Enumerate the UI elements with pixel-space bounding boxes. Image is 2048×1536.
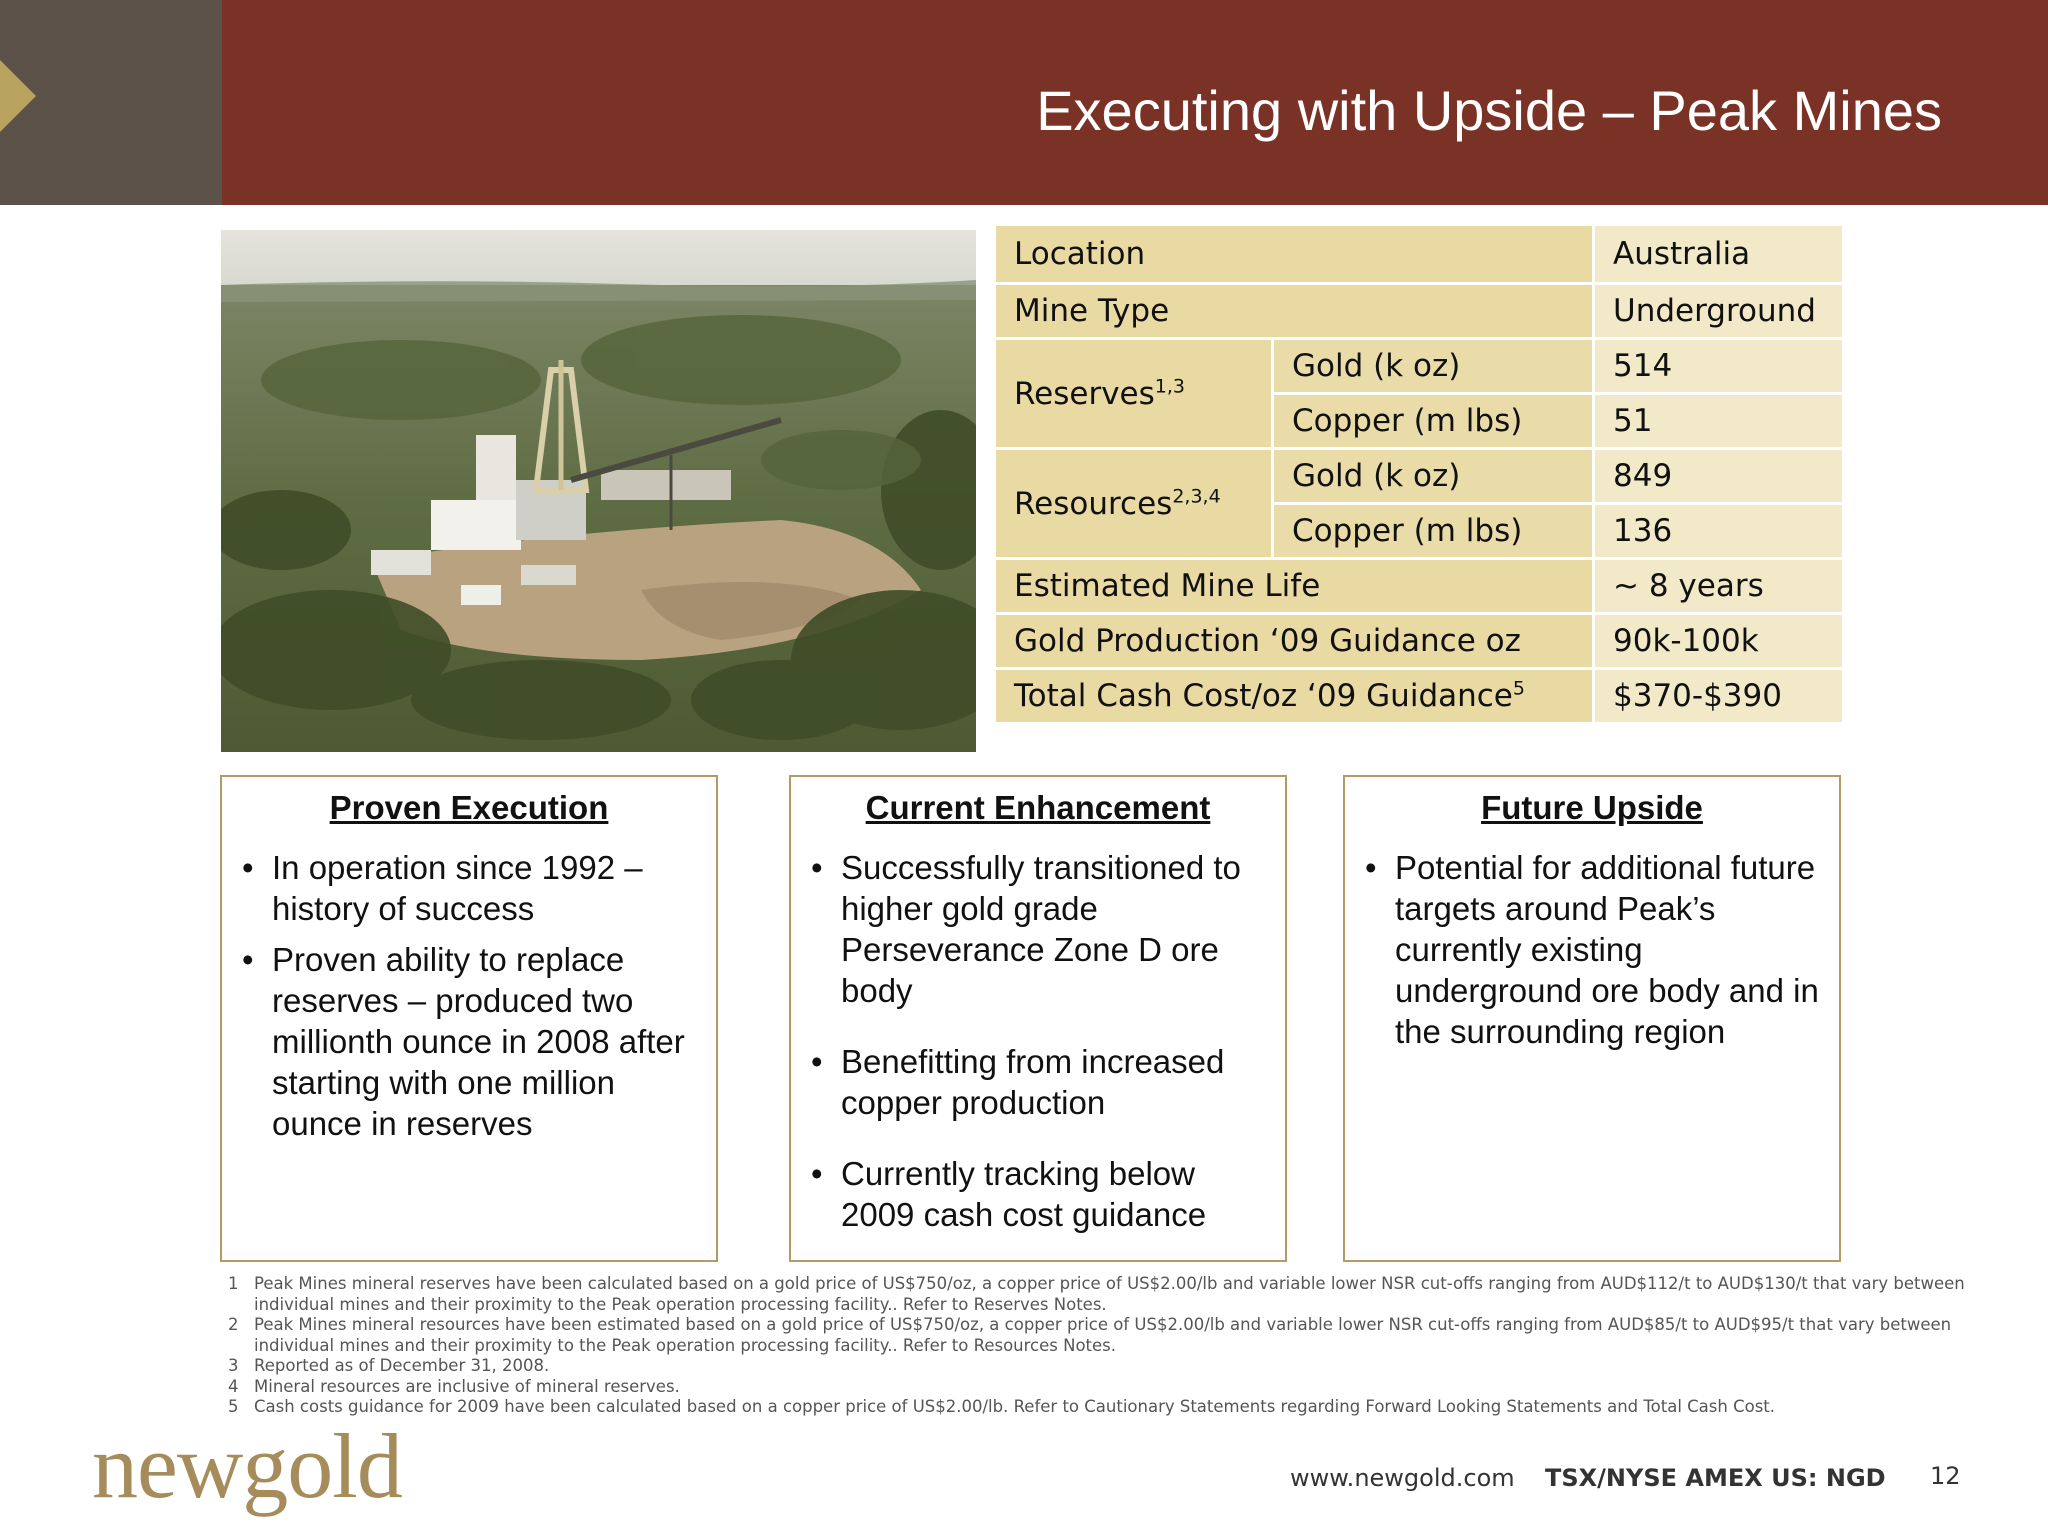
current-enhancement-box xyxy=(789,775,1287,1262)
reserves-copper-value: 51 xyxy=(1594,394,1844,449)
reserves-gold-value: 514 xyxy=(1594,339,1844,394)
footnote-number: 2 xyxy=(228,1315,239,1334)
list-item: • Successfully transitioned to higher gold grade Perseverance Zone D ore body xyxy=(811,847,1267,1011)
footnote-number: 1 xyxy=(228,1274,239,1293)
footnote xyxy=(228,1315,1988,1356)
list-item: • Currently tracking below 2009 cash cost guidance xyxy=(811,1153,1267,1235)
footnote-number: 5 xyxy=(228,1397,239,1416)
table-row xyxy=(995,614,1844,669)
footnote-number: 4 xyxy=(228,1376,239,1396)
arrow-icon xyxy=(0,60,36,132)
resources-label-text: Resources xyxy=(1014,485,1173,522)
table-row xyxy=(995,225,1844,284)
logo-text: newgold xyxy=(92,1415,402,1517)
mine-info-table xyxy=(993,223,1845,725)
resources-copper-label: Copper (m lbs) xyxy=(1273,504,1594,559)
footnote xyxy=(228,1377,1988,1398)
page-number: 12 xyxy=(1930,1462,1961,1490)
table-row xyxy=(995,559,1844,614)
resources-superscript: 2,3,4 xyxy=(1172,485,1221,508)
footnote-number: 3 xyxy=(228,1356,239,1375)
mine-life-label: Estimated Mine Life xyxy=(995,559,1594,614)
cash-cost-superscript: 5 xyxy=(1512,677,1525,700)
mine-site-photo xyxy=(221,230,976,752)
future-upside-box xyxy=(1343,775,1841,1262)
box-title: Future Upside xyxy=(1481,789,1703,826)
reserves-label-text: Reserves xyxy=(1014,375,1155,412)
list-item: • In operation since 1992 – history of success xyxy=(242,847,698,929)
footnote xyxy=(228,1397,1988,1418)
footnote-text: Cash costs guidance for 2009 have been calculated based on a copper price of US$2.00/lb. Refer to Cautionary Statements regarding Forward Looking Statements and Total Cash Cost. xyxy=(254,1397,1776,1416)
box-title: Proven Execution xyxy=(329,789,609,826)
table-row xyxy=(995,449,1844,504)
slide-title: Executing with Upside – Peak Mines xyxy=(1036,79,1942,142)
footnote-text: Peak Mines mineral resources have been estimated based on a gold price of US$750/oz, a copper price of US$2.00/lb and variable lower NSR cut-offs ranging from AUD$85/t to AUD$95/t that vary between individual mines and their proximity to the Peak operation processing facility.. Refer to Resources Notes. xyxy=(254,1315,1952,1355)
reserves-copper-label: Copper (m lbs) xyxy=(1273,394,1594,449)
footnote xyxy=(228,1356,1988,1377)
location-value: Australia xyxy=(1594,225,1844,284)
newgold-logo xyxy=(92,1413,402,1519)
mine-type-value: Underground xyxy=(1594,284,1844,339)
bullet-list xyxy=(222,847,716,1144)
footnote-text: Peak Mines mineral reserves have been calculated based on a gold price of US$750/oz, a copper price of US$2.00/lb and variable lower NSR cut-offs ranging from AUD$112/t to AUD$130/t that vary between individual mines and their proximity to the Peak operation processing facility.. Refer to Reserves Notes. xyxy=(254,1274,1965,1314)
location-label: Location xyxy=(995,225,1594,284)
mine-type-label: Mine Type xyxy=(995,284,1594,339)
footer-url[interactable]: www.newgold.com xyxy=(1290,1464,1515,1492)
cash-cost-value: $370-$390 xyxy=(1594,669,1844,724)
table-row xyxy=(995,669,1844,724)
footnotes xyxy=(228,1274,1988,1418)
list-item: • Potential for additional future targets around Peak’s currently existing underground ore body and in the surrounding region xyxy=(1365,847,1821,1052)
table-row xyxy=(995,339,1844,394)
mine-life-value: ~ 8 years xyxy=(1594,559,1844,614)
resources-gold-value: 849 xyxy=(1594,449,1844,504)
cash-cost-label-text: Total Cash Cost/oz ‘09 Guidance xyxy=(1014,678,1513,714)
resources-label xyxy=(995,449,1273,559)
footnote-text: Reported as of December 31, 2008. xyxy=(254,1356,550,1375)
footer-ticker: TSX/NYSE AMEX US: NGD xyxy=(1545,1464,1886,1492)
reserves-gold-label: Gold (k oz) xyxy=(1273,339,1594,394)
bullet-list xyxy=(1345,847,1839,1052)
mine-photo-illustration xyxy=(221,230,976,752)
reserves-superscript: 1,3 xyxy=(1154,375,1185,398)
gold-production-value: 90k-100k xyxy=(1594,614,1844,669)
header-side-panel xyxy=(0,0,222,205)
table-row xyxy=(995,284,1844,339)
proven-execution-box xyxy=(220,775,718,1262)
resources-copper-value: 136 xyxy=(1594,504,1844,559)
footnote-text: Mineral resources are inclusive of mineral reserves. xyxy=(254,1376,680,1396)
list-item: • Benefitting from increased copper production xyxy=(811,1041,1267,1123)
resources-gold-label: Gold (k oz) xyxy=(1273,449,1594,504)
box-title: Current Enhancement xyxy=(865,789,1211,826)
list-item: • Proven ability to replace reserves – produced two millionth ounce in 2008 after starting with one million ounce in reserves xyxy=(242,939,698,1144)
gold-production-label: Gold Production ‘09 Guidance oz xyxy=(995,614,1594,669)
footnote xyxy=(228,1274,1988,1315)
header-bar xyxy=(222,0,2048,205)
cash-cost-label xyxy=(995,669,1594,724)
reserves-label xyxy=(995,339,1273,449)
bullet-list xyxy=(791,847,1285,1235)
